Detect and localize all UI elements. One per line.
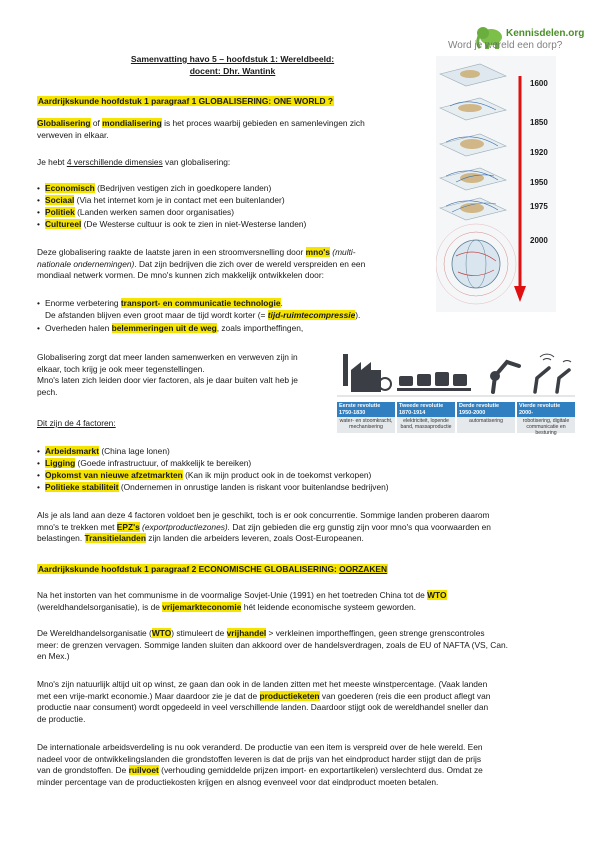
cooperation-paragraph: Globalisering zorgt dat meer landen samenwerken en verweven zijn in elkaar, toch krijg je ook meer tegenstellingen. Mno's laten zich leiden door vier factoren, als je daar buiten valt heb je pech. bbox=[37, 352, 298, 397]
timeline-year-label: 1920 bbox=[530, 148, 548, 157]
timeline-year-label: 1850 bbox=[530, 118, 548, 127]
list-item-factor: • Politieke stabiliteit (Ondernemen in onrustige landen is riskant voor buitenlandse bedrijven) bbox=[37, 482, 389, 492]
revolutions-illustration bbox=[337, 350, 575, 402]
globe-icon bbox=[436, 224, 516, 304]
robot-arm-icon bbox=[492, 362, 519, 392]
watermark-logo bbox=[448, 22, 591, 56]
free-trade-paragraph: De Wereldhandelsorganisatie (WTO) stimuleert de vrijhandel > verkleinen importheffingen, geen strenge grenscontroles meer: de grenzen vervagen. Sommige landen sluiten dan akkoord over de handelsverdragen, zoals de EU of NAFTA (VS, Can. en Mex.) bbox=[37, 628, 508, 662]
document-subtitle: docent: Dhr. Wantink bbox=[189, 66, 276, 76]
list-item-factor: • Ligging (Goede infrastructuur, of makkelijk te bereiken) bbox=[37, 458, 252, 468]
production-chain-paragraph: Mno's zijn natuurlijk altijd uit op winst, ze gaan dan ook in de landen zitten met het meeste winstpercentage. (Vaak landen met een vrije-markt economie.) Maar daardoor zie je dat de productieketen van goederen (reis die een product aflegt van productie naar consument) wordt opgedeeld in veel verschillende landen. Daardoor stijgt ook de wereldhandel sneller dan de productie. bbox=[37, 679, 491, 724]
timeline-year-label: 1950 bbox=[530, 178, 548, 187]
wto-paragraph: Na het instorten van het communisme in de voormalige Sovjet-Unie (1991) en het toetreden China tot de WTO (wereldhandelsorganisatie), is de vrijemarkteconomie hét leidende economische systeem geworden. bbox=[37, 590, 447, 612]
wireless-robot-icon bbox=[535, 368, 569, 392]
list-item-dimension: • Cultureel (De Westerse cultuur is ook te zien in niet-Westerse landen) bbox=[37, 219, 307, 229]
list-item-mno-factor: • Enorme verbetering transport- en communicatie technologie. bbox=[37, 298, 283, 308]
revolution-desc: water- en stoomkracht, mechanisering bbox=[337, 417, 395, 433]
list-item-mno-factor-detail: De afstanden blijven even groot maar de tijd wordt korter (= tijd-ruimtecompressie). bbox=[45, 310, 361, 320]
list-item-factor: • Arbeidsmarkt (China lage lonen) bbox=[37, 446, 170, 456]
revolution-desc: elektriciteit, lopende band, massaproductie bbox=[397, 417, 455, 433]
labour-division-paragraph: De internationale arbeidsverdeling is nu ook veranderd. De productie van een item is verspreid over de hele wereld. Een nadeel voor de ontwikkelingslanden die grondstoffen leveren is dat de prijs van het eindproduct harder stijgt dan de prijs van de grondstoffen. De ruilvoet (verhouding gemiddelde prijzen import- en exportartikelen) verslechterd dus. Omdat ze minder percentage van de productiekosten krijgen en alsnog evenveel voor dat eindproduct moeten betalen. bbox=[37, 742, 483, 787]
factors-title: Dit zijn de 4 factoren: bbox=[37, 418, 116, 428]
timeline-year-label: 1600 bbox=[530, 79, 548, 88]
watermark-brand: Kennisdelen.org bbox=[506, 28, 585, 39]
section2-heading: Aardrijkskunde hoofdstuk 1 paragraaf 2 ECONOMISCHE GLOBALISERING: OORZAKEN bbox=[38, 564, 388, 574]
revolution-title-bar: Eerste revolutie 1750-1830 bbox=[337, 402, 395, 417]
document-title: Samenvatting havo 5 – hoofdstuk 1: Wereldbeeld: bbox=[130, 54, 335, 64]
revolution-title-bar: Derde revolutie 1950-2000 bbox=[457, 402, 515, 417]
list-item-mno-factor: • Overheden halen belemmeringen uit de weg, zoals importheffingen, bbox=[37, 323, 304, 333]
factory-icon bbox=[343, 354, 391, 392]
globalisation-timeline-figure bbox=[436, 56, 556, 312]
revolution-column bbox=[337, 402, 395, 433]
list-item-factor: • Opkomst van nieuwe afzetmarkten (Kan ik mijn product ook in de toekomst verkopen) bbox=[37, 470, 372, 480]
section1-heading: Aardrijkskunde hoofdstuk 1 paragraaf 1 GLOBALISERING: ONE WORLD ? bbox=[38, 96, 334, 106]
timeline-year-label: 2000 bbox=[530, 236, 548, 245]
list-item-dimension: • Politiek (Landen werken samen door organisaties) bbox=[37, 207, 235, 217]
revolution-column bbox=[457, 402, 515, 433]
industrial-revolutions-figure bbox=[337, 350, 575, 436]
dimensions-intro: Je hebt 4 verschillende dimensies van globalisering: bbox=[37, 157, 231, 167]
revolution-title-bar: Vierde revolutie 2000- bbox=[517, 402, 575, 417]
list-item-dimension: • Sociaal (Via het internet kom je in contact met een buitenlander) bbox=[37, 195, 285, 205]
mno-paragraph: Deze globalisering raakte de laatste jaren in een stroomversnelling door mno's (multi- nationale ondernemingen). Dat zijn bedrijven die zich over de wereld verspreiden en een mondiaal netwerk vormen. De mno's kunnen zich makkelijk ontwikkelen door: bbox=[37, 247, 366, 281]
revolution-column bbox=[397, 402, 455, 433]
revolution-desc: automatisering bbox=[457, 417, 515, 433]
intro-paragraph: Globalisering of mondialisering is het proces waarbij gebieden en samenlevingen zich verweven in elkaar. bbox=[37, 118, 365, 140]
assembly-line-icon bbox=[397, 372, 471, 391]
epz-paragraph: Als je als land aan deze 4 factoren voldoet ben je geschikt, toch is er ook concurrentie. Sommige landen proberen daarom mno's te trekken met EPZ's (exportproductiezones). Dat zijn gebieden die erg gunstig zijn voor mno's qua voorwaarden en belastingen. Transitielanden zijn landen die arbeiders leveren, zoals Oost-Europeanen. bbox=[37, 510, 491, 544]
list-item-dimension: • Economisch (Bedrijven vestigen zich in goedkopere landen) bbox=[37, 183, 272, 193]
revolution-column bbox=[517, 402, 575, 436]
watermark-tagline: Word je wereld een dorp? bbox=[448, 40, 563, 51]
revolution-desc: robotisering, digitale communicatie en besturing bbox=[517, 417, 575, 433]
revolution-title-bar: Tweede revolutie 1870-1914 bbox=[397, 402, 455, 417]
timeline-year-label: 1975 bbox=[530, 202, 548, 211]
